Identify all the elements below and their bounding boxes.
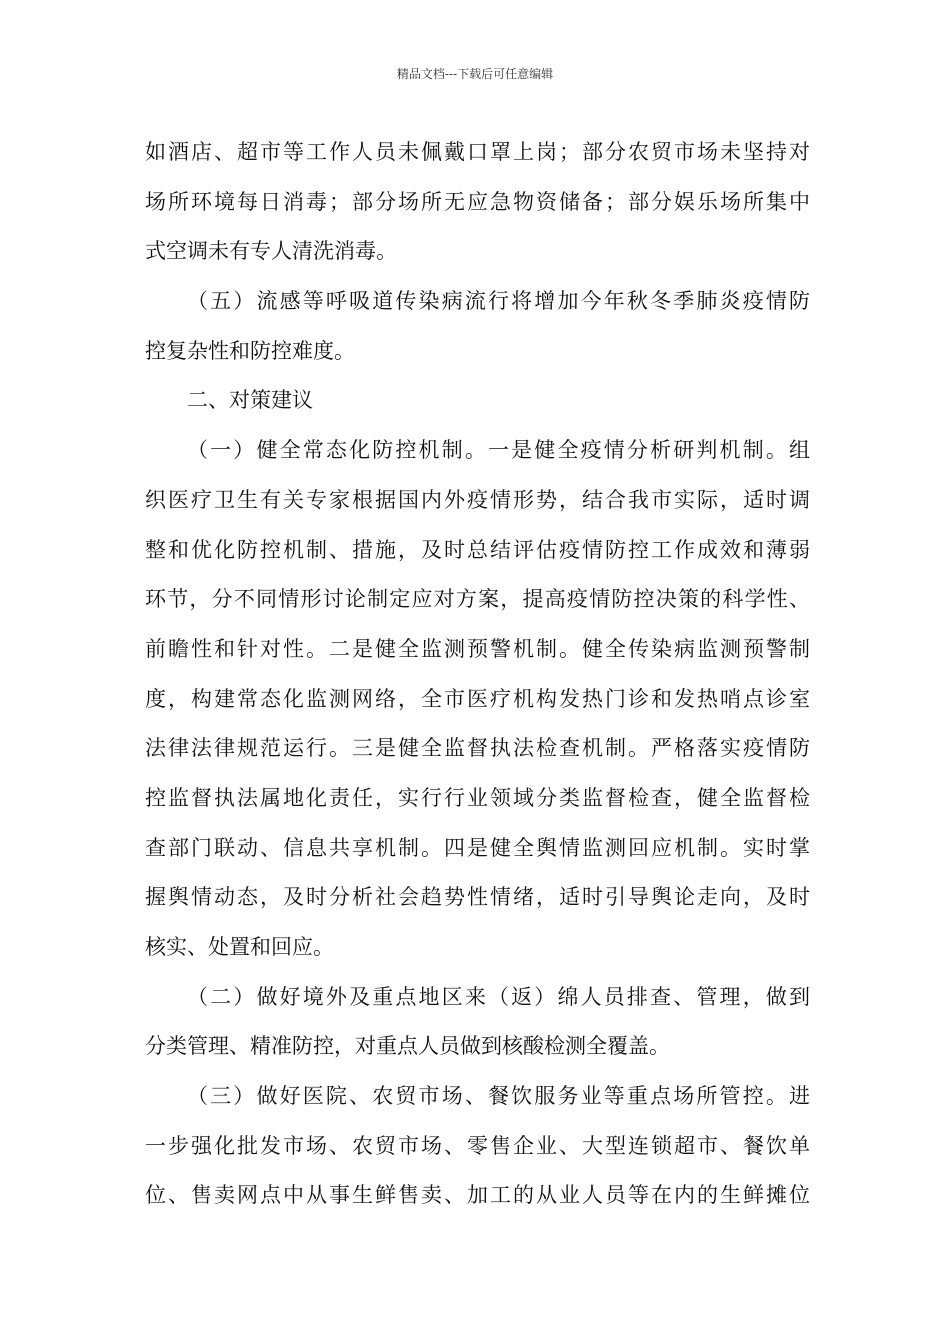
text-line: 核实、处置和回应。 (145, 935, 334, 959)
text-line: 分类管理、精准防控，对重点人员做到核酸检测全覆盖。 (145, 1034, 670, 1059)
text-line: 如酒店、超市等工作人员未佩戴口罩上岗；部分农贸市场未坚持对 (145, 140, 810, 164)
text-line: （五）流感等呼吸道传染病流行将增加今年秋冬季肺炎疫情防 (187, 289, 810, 314)
text-line: 控监督执法属地化责任，实行行业领域分类监督检查，健全监督检 (145, 785, 810, 810)
text-line: 查部门联动、信息共享机制。四是健全舆情监测回应机制。实时掌 (145, 835, 810, 860)
document-body (145, 128, 810, 1221)
page-header: 精品文档---下载后可任意编辑 (396, 67, 554, 81)
text-line: 二、对策建议 (187, 388, 313, 413)
text-line: （三）做好医院、农贸市场、餐饮服务业等重点场所管控。进 (187, 1084, 810, 1109)
text-line: 法律法律规范运行。三是健全监督执法检查机制。严格落实疫情防 (145, 736, 810, 761)
text-line: 整和优化防控机制、措施，及时总结评估疫情防控工作成效和薄弱 (145, 537, 810, 562)
text-line: 前瞻性和针对性。二是健全监测预警机制。健全传染病监测预警制 (145, 636, 810, 661)
text-line: （二）做好境外及重点地区来（返）绵人员排查、管理，做到 (187, 984, 810, 1009)
text-line: 环节，分不同情形讨论制定应对方案，提高疫情防控决策的科学性、 (145, 587, 810, 612)
text-line: 握舆情动态，及时分析社会趋势性情绪，适时引导舆论走向，及时 (145, 885, 810, 910)
text-line: 场所环境每日消毒；部分场所无应急物资储备；部分娱乐场所集中 (145, 189, 810, 214)
text-line: 控复杂性和防控难度。 (145, 338, 355, 363)
text-line: 织医疗卫生有关专家根据国内外疫情形势，结合我市实际，适时调 (145, 487, 810, 512)
text-line: 位、售卖网点中从事生鲜售卖、加工的从业人员等在内的生鲜摊位 (145, 1183, 810, 1208)
text-line: 式空调未有专人清洗消毒。 (145, 239, 397, 264)
text-line: 一步强化批发市场、农贸市场、零售企业、大型连锁超市、餐饮单 (145, 1133, 810, 1158)
text-line: 度，构建常态化监测网络，全市医疗机构发热门诊和发热哨点诊室 (145, 686, 810, 711)
text-line: （一）健全常态化防控机制。一是健全疫情分析研判机制。组 (187, 438, 810, 463)
